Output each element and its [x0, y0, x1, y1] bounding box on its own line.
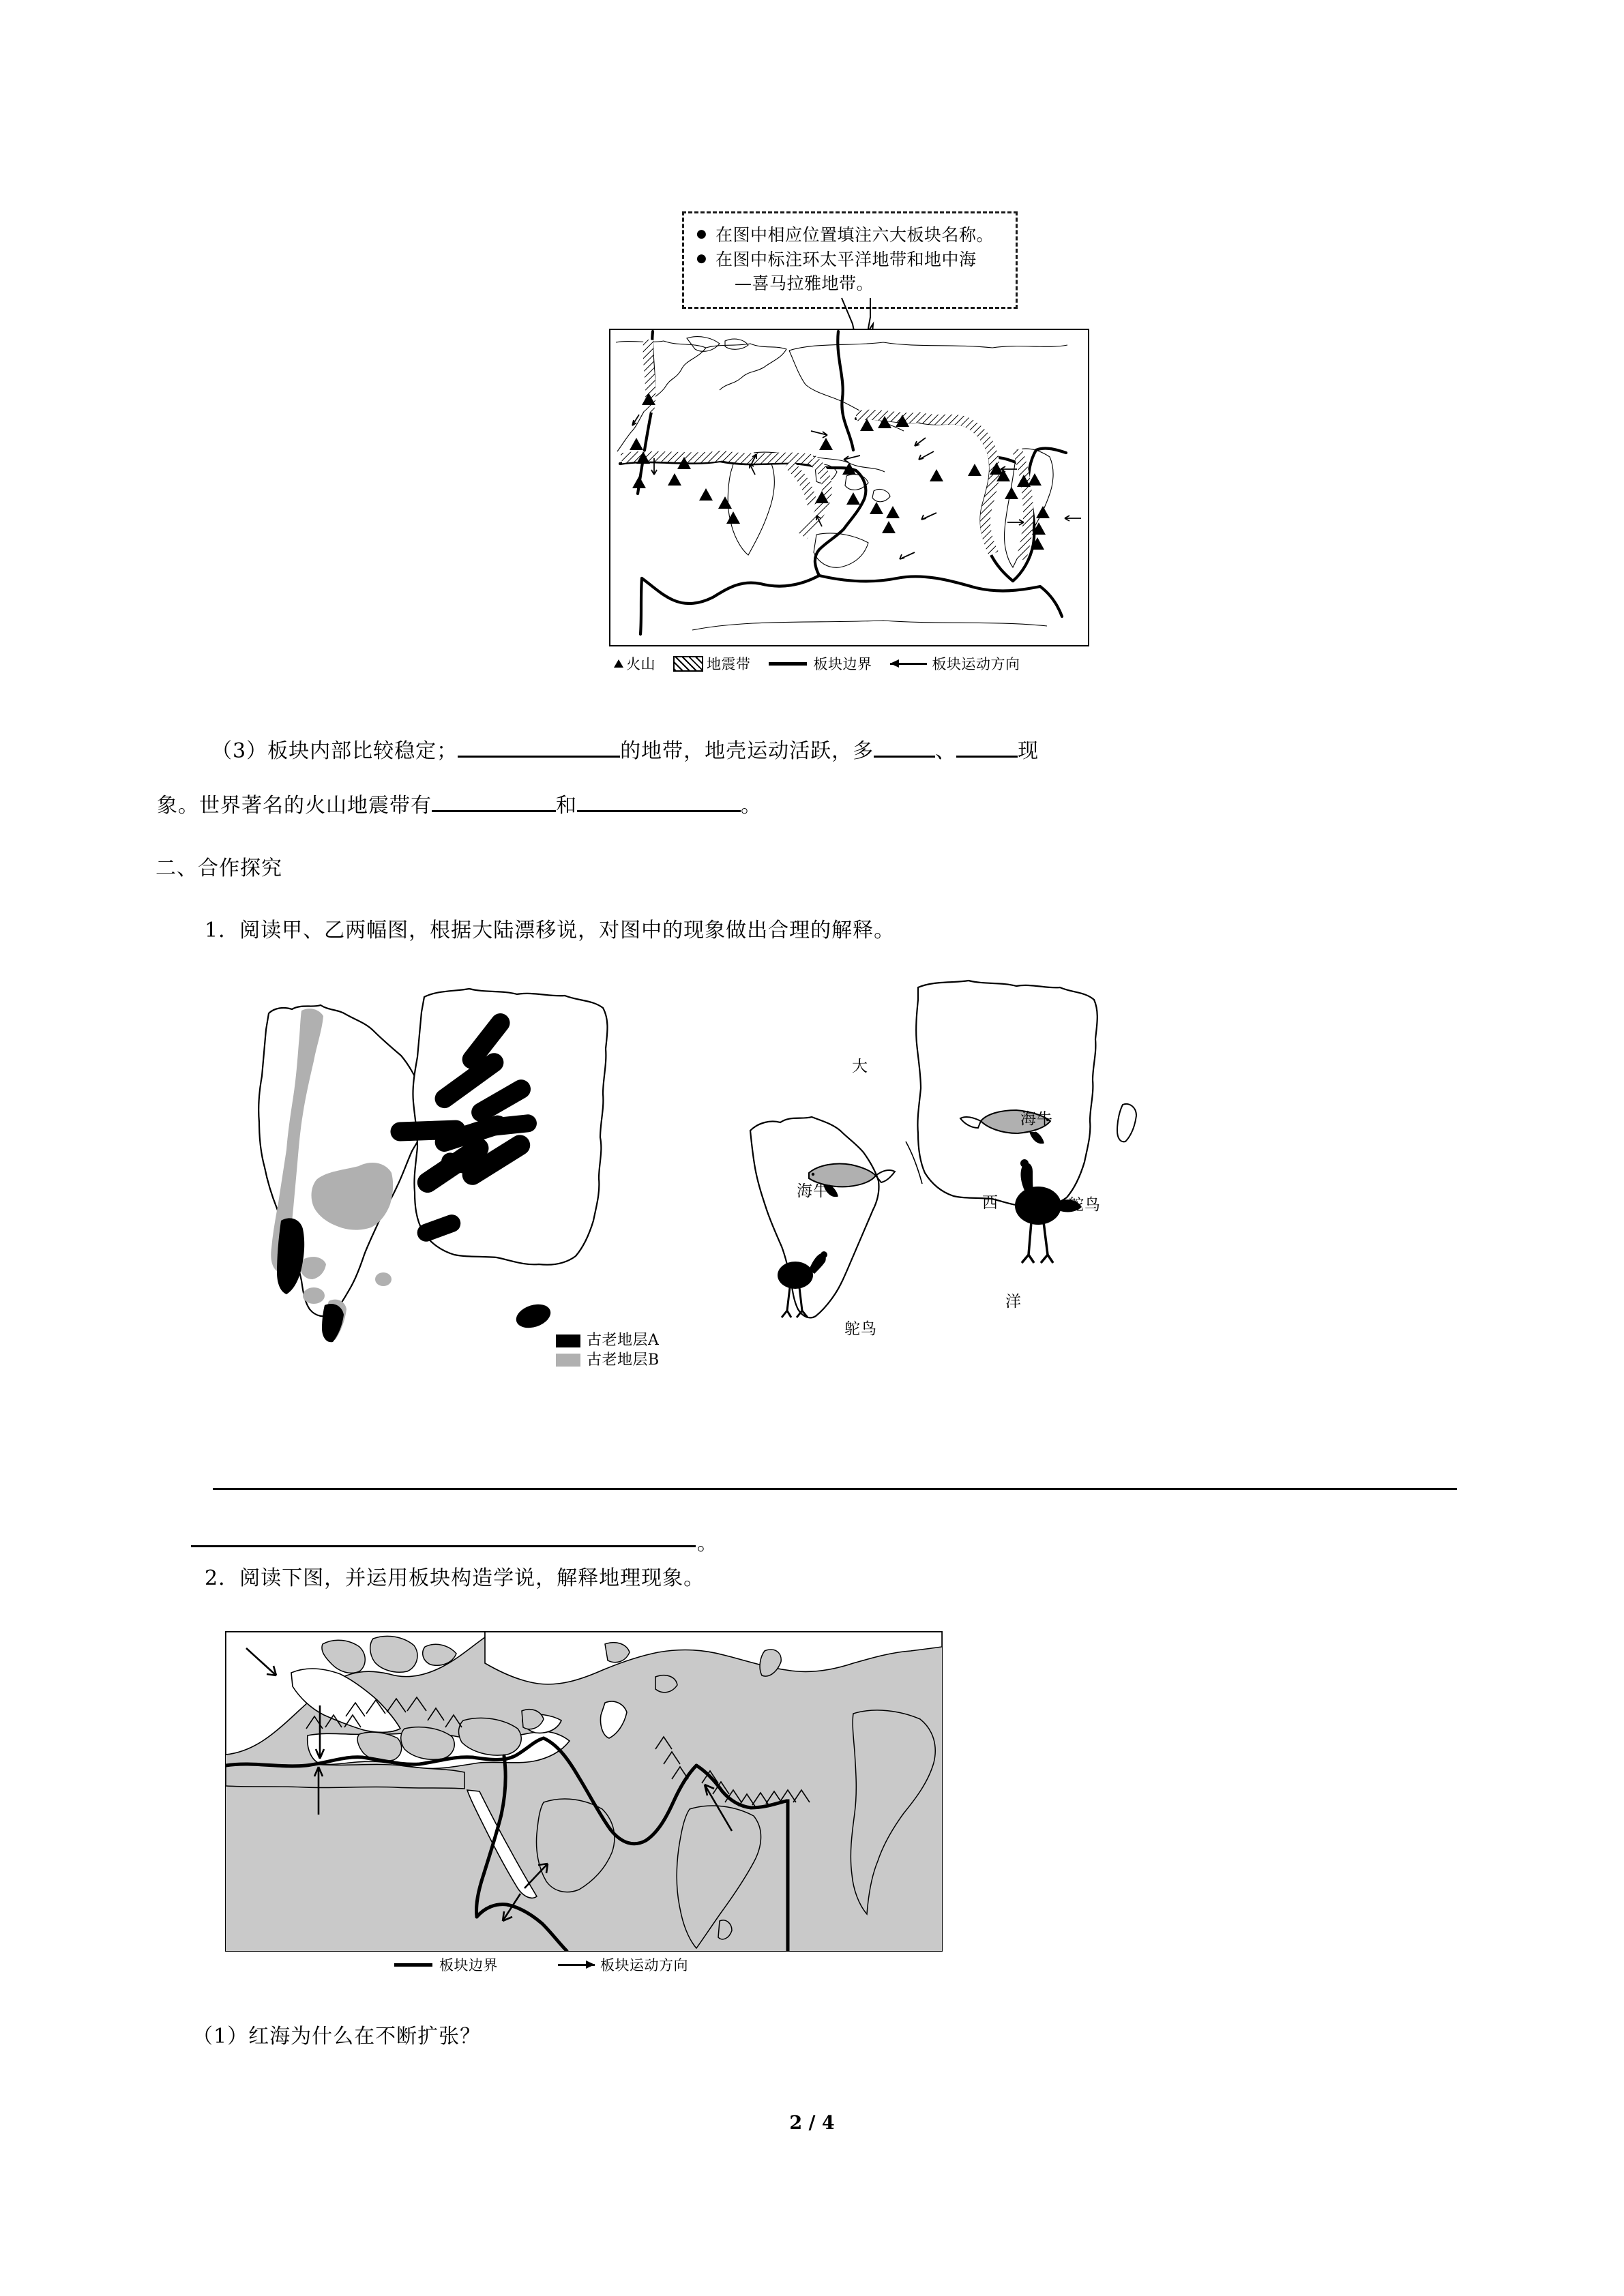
q3-blank-1[interactable]	[458, 735, 620, 758]
legend-plate-motion-label: 板块运动方向	[932, 656, 1020, 672]
question-red-sea: （1）红海为什么在不断扩张？	[192, 2025, 482, 2048]
legend-quake-belt	[673, 653, 751, 674]
legend-plate-boundary-bottom	[394, 1954, 498, 1975]
continental-fit-diagram	[239, 975, 655, 1343]
q3-blank-5[interactable]	[577, 790, 741, 812]
manatee-label-left: 海牛	[797, 1182, 829, 1200]
black-swatch-icon	[556, 1335, 580, 1347]
legend-plate-boundary-bottom-label: 板块边界	[439, 1957, 498, 1973]
legend-plate-boundary	[769, 653, 872, 674]
mediterranean-himalaya-plate-map	[225, 1631, 943, 1952]
arrow-left-icon	[890, 658, 927, 669]
legend-strata-b	[556, 1351, 660, 1371]
legend-strata-b-label: 古老地层B	[587, 1351, 660, 1369]
instruction-item-2: ● 在图中标注环太平洋地带和地中海	[695, 248, 1005, 272]
q3-text-b: 的地带，地壳运动活跃，多	[620, 739, 874, 763]
legend-strata-a-label: 古老地层A	[587, 1332, 660, 1349]
legend-quake-belt-label: 地震带	[707, 656, 751, 672]
world-map-legend	[614, 653, 1020, 674]
q3-text-a: （3）板块内部比较稳定；	[211, 739, 458, 763]
atlantic-label-char-3: 洋	[1005, 1293, 1022, 1311]
q3-text-g: 。	[741, 794, 762, 818]
q3-blank-4[interactable]	[432, 790, 556, 812]
legend-volcano	[614, 653, 655, 674]
bottom-map-legend	[394, 1954, 688, 1975]
page-number: 2 / 4	[789, 2113, 835, 2134]
manatee-label-right: 海牛	[1020, 1110, 1053, 1128]
q3-text-f: 和	[556, 794, 577, 818]
q3-text-e: 象。世界著名的火山地震带有	[157, 794, 432, 818]
fauna-distribution-diagram	[723, 975, 1187, 1343]
legend-plate-boundary-label: 板块边界	[813, 656, 872, 672]
hatch-swatch-icon	[673, 656, 703, 672]
q3-blank-2[interactable]	[874, 735, 935, 758]
answer-period: 。	[697, 1532, 718, 1555]
instruction-item-2-cont: —喜马拉雅地带。	[735, 273, 874, 293]
instruction-list	[695, 223, 1005, 296]
instruction-callout	[682, 211, 1018, 309]
q3-blank-3[interactable]	[956, 735, 1018, 758]
grey-swatch-icon	[556, 1354, 580, 1367]
answer-line-1[interactable]	[213, 1488, 1457, 1490]
legend-volcano-label: 火山	[626, 656, 655, 672]
q3-text-d: 现	[1018, 739, 1039, 763]
volcano-icon	[614, 659, 623, 668]
question-3-line-1	[211, 735, 1039, 762]
atlantic-label-char-2: 西	[982, 1194, 999, 1212]
answer-line-2[interactable]	[191, 1545, 696, 1547]
arrow-right-icon	[558, 1959, 595, 1970]
line-swatch-icon	[394, 1963, 432, 1967]
legend-plate-motion-bottom-label: 板块运动方向	[600, 1957, 688, 1973]
ostrich-label-right: 鸵鸟	[1068, 1196, 1101, 1214]
task-1-text: 1．阅读甲、乙两幅图，根据大陆漂移说，对图中的现象做出合理的解释。	[205, 919, 896, 942]
section-heading-cooperative-inquiry: 二、合作探究	[156, 856, 282, 880]
legend-strata-a	[556, 1331, 660, 1351]
strata-legend	[556, 1331, 660, 1370]
task-2-text: 2．阅读下图，并运用板块构造学说，解释地理现象。	[205, 1566, 705, 1590]
question-3-line-2	[157, 790, 762, 816]
ostrich-label-left: 鸵鸟	[844, 1320, 877, 1338]
atlantic-label-char-1: 大	[852, 1058, 868, 1075]
line-swatch-icon	[769, 662, 807, 666]
instruction-item-1: ● 在图中相应位置填注六大板块名称。	[695, 223, 1005, 248]
world-plate-tectonics-map	[609, 329, 1089, 646]
q3-text-c: 、	[935, 739, 957, 763]
legend-plate-motion	[890, 653, 1020, 674]
legend-plate-motion-bottom	[558, 1954, 688, 1975]
